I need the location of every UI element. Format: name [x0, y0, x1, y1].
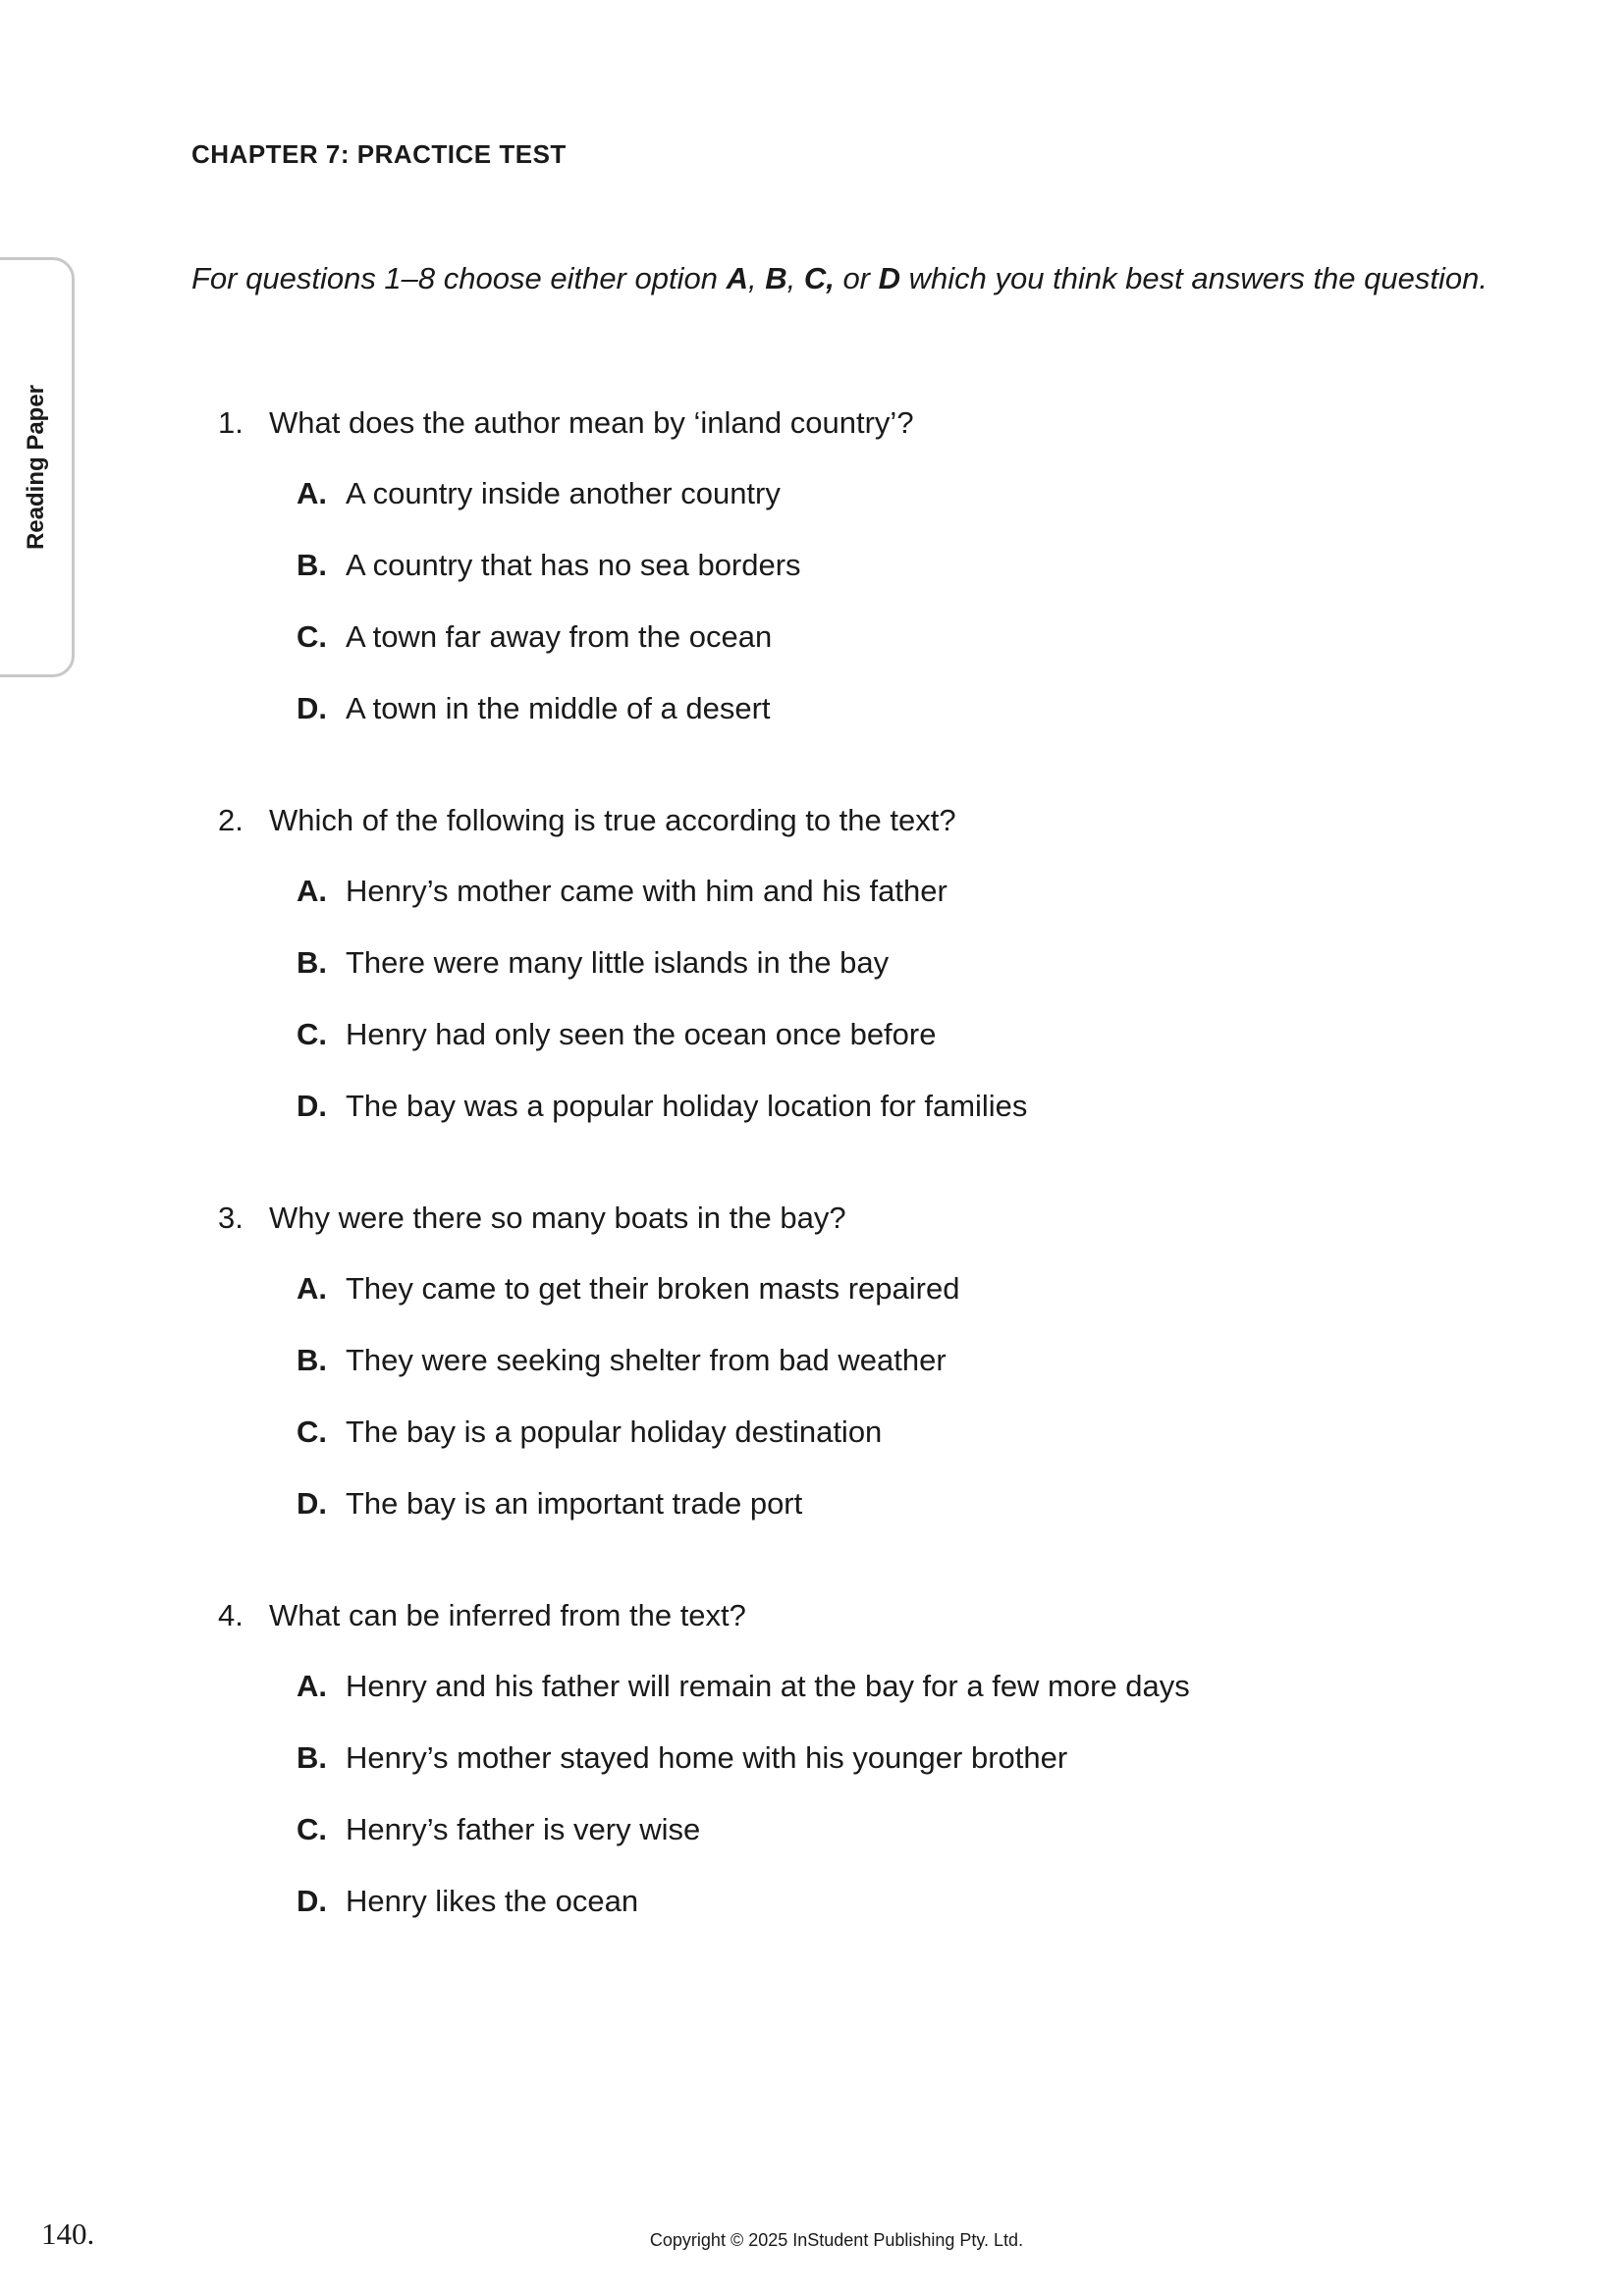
option-list	[218, 1268, 1494, 1524]
option-list	[218, 473, 1494, 729]
instructions-option-a: A	[726, 261, 748, 295]
copyright-notice: Copyright © 2025 InStudent Publishing Pty. Ltd.	[649, 2230, 1024, 2250]
option-text: A town in the middle of a desert	[346, 691, 771, 725]
option-b[interactable]	[297, 1737, 1494, 1779]
option-text: They came to get their broken masts repaired	[346, 1271, 960, 1306]
instructions-option-d: D	[878, 261, 901, 295]
option-letter: A.	[297, 476, 327, 510]
option-text: A town far away from the ocean	[346, 619, 773, 654]
instructions-option-b: B	[765, 261, 787, 295]
option-c[interactable]	[297, 616, 1494, 658]
option-c[interactable]	[297, 1014, 1494, 1055]
instructions-separator: or	[834, 261, 879, 295]
instructions-separator: ,	[786, 261, 804, 295]
option-letter: A.	[297, 1669, 327, 1703]
option-text: The bay was a popular holiday location for families	[346, 1089, 1028, 1123]
side-tab-label: Reading Paper	[23, 384, 49, 551]
option-letter: D.	[297, 691, 327, 725]
question-4	[218, 1595, 1494, 1922]
option-text: Henry’s mother stayed home with his younger brother	[346, 1740, 1068, 1775]
option-text: A country that has no sea borders	[346, 548, 801, 582]
option-letter: B.	[297, 1740, 327, 1775]
question-stem	[218, 402, 1494, 444]
question-number: 1.	[218, 405, 244, 440]
option-d[interactable]	[297, 1881, 1494, 1922]
option-letter: D.	[297, 1486, 327, 1521]
question-text: Why were there so many boats in the bay?	[269, 1201, 846, 1235]
question-number: 2.	[218, 803, 244, 837]
instructions-option-c: C,	[803, 261, 835, 295]
option-a[interactable]	[297, 871, 1494, 912]
option-text: Henry’s mother came with him and his father	[346, 874, 947, 908]
option-d[interactable]	[297, 1483, 1494, 1524]
option-text: The bay is a popular holiday destination	[346, 1415, 883, 1449]
option-letter: C.	[297, 1812, 327, 1846]
instructions-suffix: which you think best answers the question.	[900, 261, 1488, 295]
option-list	[218, 871, 1494, 1127]
page-number: 140.	[41, 2216, 95, 2251]
question-text: Which of the following is true according to the text?	[269, 803, 956, 837]
option-letter: A.	[297, 1271, 327, 1306]
option-b[interactable]	[297, 1340, 1494, 1381]
option-a[interactable]	[297, 473, 1494, 514]
question-list	[218, 402, 1494, 1993]
option-letter: C.	[297, 1017, 327, 1051]
option-d[interactable]	[297, 1086, 1494, 1127]
option-list	[218, 1666, 1494, 1922]
option-c[interactable]	[297, 1412, 1494, 1453]
question-2	[218, 800, 1494, 1127]
option-letter: B.	[297, 548, 327, 582]
question-3	[218, 1198, 1494, 1524]
instructions-separator: ,	[747, 261, 766, 295]
question-1	[218, 402, 1494, 729]
chapter-header: CHAPTER 7: PRACTICE TEST	[191, 139, 567, 169]
option-letter: D.	[297, 1884, 327, 1918]
option-b[interactable]	[297, 942, 1494, 984]
option-text: Henry likes the ocean	[346, 1884, 639, 1918]
option-text: There were many little islands in the bay	[346, 945, 890, 980]
option-letter: C.	[297, 1415, 327, 1449]
question-number: 4.	[218, 1598, 244, 1632]
option-a[interactable]	[297, 1268, 1494, 1309]
option-letter: B.	[297, 945, 327, 980]
option-letter: D.	[297, 1089, 327, 1123]
option-text: A country inside another country	[346, 476, 781, 510]
option-b[interactable]	[297, 545, 1494, 586]
option-text: The bay is an important trade port	[346, 1486, 803, 1521]
question-stem	[218, 1198, 1494, 1239]
option-letter: C.	[297, 619, 327, 654]
question-stem	[218, 1595, 1494, 1636]
instructions-prefix: For questions 1–8 choose either option	[191, 261, 727, 295]
question-number: 3.	[218, 1201, 244, 1235]
option-text: Henry and his father will remain at the bay for a few more days	[346, 1669, 1190, 1703]
question-stem	[218, 800, 1494, 841]
option-text: Henry’s father is very wise	[346, 1812, 701, 1846]
option-d[interactable]	[297, 688, 1494, 729]
option-letter: B.	[297, 1343, 327, 1377]
option-text: Henry had only seen the ocean once before	[346, 1017, 937, 1051]
instructions	[191, 261, 1488, 296]
option-c[interactable]	[297, 1809, 1494, 1850]
option-a[interactable]	[297, 1666, 1494, 1707]
option-letter: A.	[297, 874, 327, 908]
question-text: What does the author mean by ‘inland country’?	[269, 405, 914, 440]
question-text: What can be inferred from the text?	[269, 1598, 746, 1632]
option-text: They were seeking shelter from bad weather	[346, 1343, 947, 1377]
